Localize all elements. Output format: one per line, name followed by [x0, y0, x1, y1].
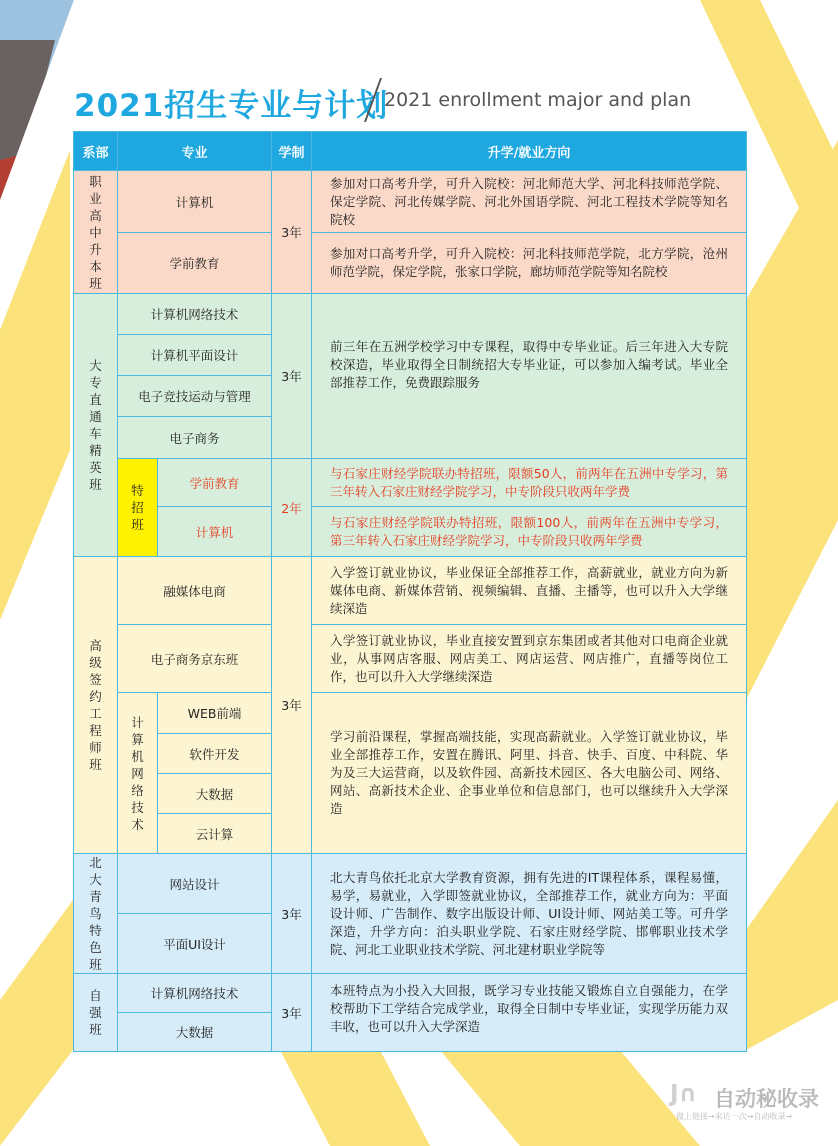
table-header-row — [74, 132, 747, 171]
watermark-logo: J∩ — [670, 1081, 698, 1107]
major-cell: 计算机 — [118, 171, 272, 233]
direction-cell: 参加对口高考升学，可升入院校：河北科技师范学院，北方学院，沧州师范学院，保定学院，张家口学院，廊坊师范学院等知名院校 — [312, 233, 747, 294]
dept-cell: 大专直通车精英班 — [74, 294, 118, 557]
major-cell: 网站设计 — [118, 854, 272, 914]
major-cell: 学前教育 — [158, 459, 272, 507]
direction-cell: 入学签订就业协议，毕业直接安置到京东集团或者其他对口电商企业就业，从事网店客服、网店美工、网店运营、网店推广，直播等岗位工作，也可以升入大学继续深造 — [312, 625, 747, 693]
table-row — [74, 459, 747, 507]
major-cell: 计算机 — [158, 507, 272, 557]
sub-group-label: 计算机网络技术 — [118, 693, 158, 854]
header-dept: 系部 — [74, 132, 118, 171]
enrollment-table — [73, 131, 747, 1052]
major-cell: 电子商务 — [118, 417, 272, 459]
major-cell: 大数据 — [118, 1013, 272, 1052]
years-cell: 3年 — [272, 557, 312, 854]
direction-cell: 与石家庄财经学院联办特招班，限额50人，前两年在五洲中专学习，第三年转入石家庄财经学院学习，中专阶段只收两年学费 — [312, 459, 747, 507]
table-row — [74, 507, 747, 557]
direction-cell: 北大青鸟依托北京大学教育资源，拥有先进的IT课程体系，课程易懂，易学，易就业，入学即签就业协议，全部推荐工作，就业方向为：平面设计师、广告制作、数字出版设计师、UI设计师、网站美工等。可升学深造，升学方向：泊头职业学院、石家庄财经学院、邯郸职业技术学院、河北工业职业技术学院、河北建材职业学院等 — [312, 854, 747, 974]
page-title: 2021招生专业与计划 — [74, 88, 389, 124]
major-cell: 计算机平面设计 — [118, 335, 272, 376]
direction-cell: 参加对口高考升学，可升入院校：河北师范大学、河北科技师范学院、保定学院、河北传媒学院、河北外国语学院、河北工程技术学院等知名院校 — [312, 171, 747, 233]
header-major: 专业 — [118, 132, 272, 171]
dept-cell: 自强班 — [74, 974, 118, 1052]
special-class-label: 特招班 — [118, 459, 158, 557]
years-cell: 3年 — [272, 171, 312, 294]
dept-cell: 高级签约工程师班 — [74, 557, 118, 854]
major-cell: 云计算 — [158, 814, 272, 854]
major-cell: 电子商务京东班 — [118, 625, 272, 693]
years-cell: 3年 — [272, 974, 312, 1052]
page-subtitle: 2021 enrollment major and plan — [384, 89, 692, 111]
direction-cell: 前三年在五洲学校学习中专课程，取得中专毕业证。后三年进入大专院校深造，毕业取得全日制统招大专毕业证，可以参加入编考试。毕业全部推荐工作，免费跟踪服务 — [312, 294, 747, 459]
major-cell: 融媒体电商 — [118, 557, 272, 625]
yellow-stripe-bottom-2 — [440, 1050, 700, 1146]
direction-cell: 学习前沿课程，掌握高端技能，实现高薪就业。入学签订就业协议，毕业全部推荐工作，安置在腾讯、阿里、抖音、快手、百度、中科院、华为及三大运营商，以及软件园、高新技术园区、各大电脑公司、网络、网站、高新技术企业、企事业单位和信息部门，也可以继续升入大学深造 — [312, 693, 747, 854]
years-cell: 3年 — [272, 294, 312, 459]
major-cell: 大数据 — [158, 774, 272, 814]
years-cell: 2年 — [272, 459, 312, 557]
table-row — [74, 974, 747, 1013]
header-years: 学制 — [272, 132, 312, 171]
major-cell: WEB前端 — [158, 693, 272, 734]
direction-cell: 与石家庄财经学院联办特招班，限额100人，前两年在五洲中专学习，第三年转入石家庄财经学院学习，中专阶段只收两年学费 — [312, 507, 747, 557]
major-cell: 计算机网络技术 — [118, 974, 272, 1013]
dept-cell: 北大青鸟特色班 — [74, 854, 118, 974]
table-row — [74, 557, 747, 625]
dept-cell: 职业高中升本班 — [74, 171, 118, 294]
header-direction: 升学/就业方向 — [312, 132, 747, 171]
watermark-text: 自动秘收录 — [714, 1087, 819, 1111]
years-cell: 3年 — [272, 854, 312, 974]
yellow-stripe-bottom-1 — [280, 1050, 430, 1146]
yellow-stripe-right — [746, 140, 838, 700]
table-row — [74, 693, 747, 734]
major-cell: 软件开发 — [158, 734, 272, 774]
table-row — [74, 625, 747, 693]
table-row — [74, 171, 747, 233]
major-cell: 学前教育 — [118, 233, 272, 294]
major-cell: 计算机网络技术 — [118, 294, 272, 335]
major-cell: 电子竞技运动与管理 — [118, 376, 272, 417]
table-row — [74, 294, 747, 335]
direction-cell: 本班特点为小投入大回报，既学习专业技能又锻炼自立自强能力，在学校帮助下工学结合完成学业，取得全日制中专毕业证，实现学历能力双丰收，也可以升入大学深造 — [312, 974, 747, 1052]
major-cell: 平面UI设计 — [118, 914, 272, 974]
yellow-stripe-left-low — [0, 900, 73, 1146]
table-row — [74, 854, 747, 914]
direction-cell: 入学签订就业协议，毕业保证全部推荐工作，高薪就业，就业方向为新媒体电商、新媒体营销、视频编辑、直播、主播等，也可以升入大学继续深造 — [312, 557, 747, 625]
page-title-block — [74, 78, 774, 124]
yellow-stripe-right-low — [746, 800, 838, 1050]
watermark-subtext: 做上链接→来访一次→自动收录→ — [676, 1112, 793, 1121]
table-row — [74, 233, 747, 294]
